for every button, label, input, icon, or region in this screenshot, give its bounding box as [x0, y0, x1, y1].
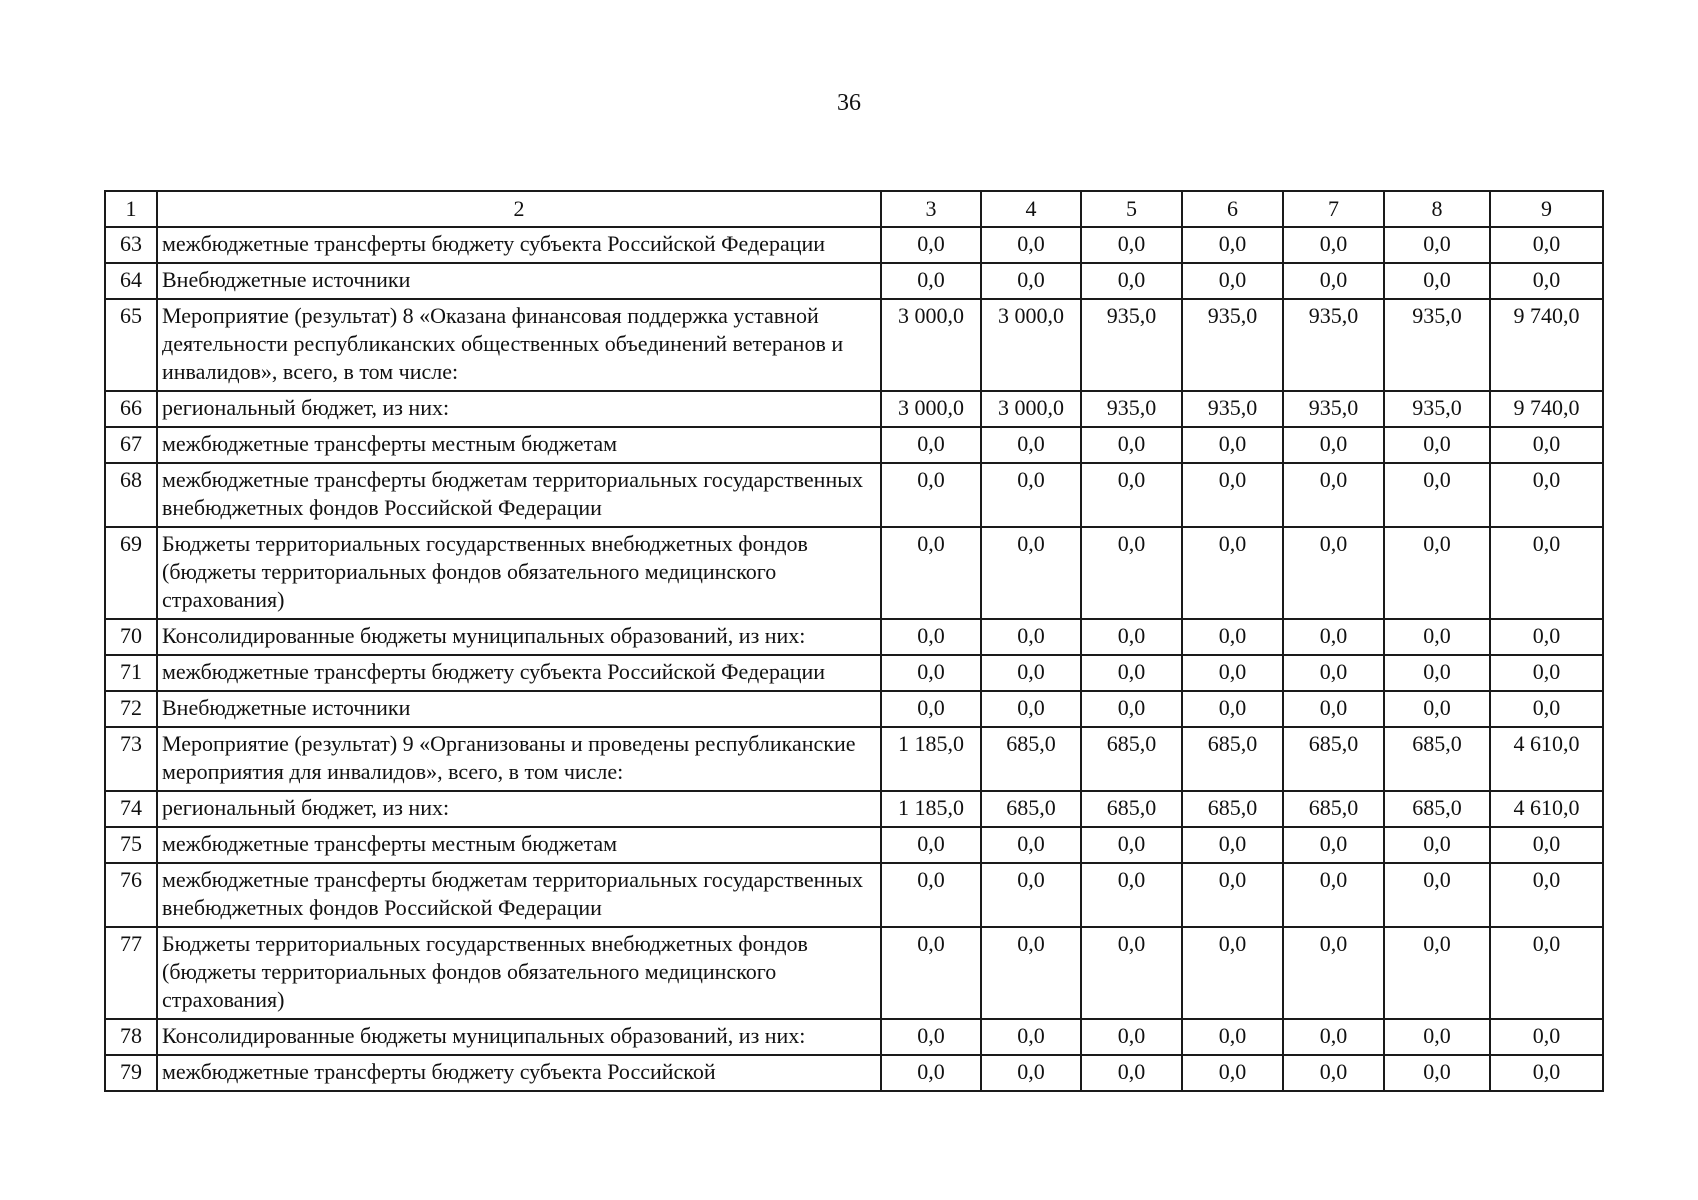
value-cell-col-3: 3 000,0 — [881, 299, 981, 391]
row-name: межбюджетные трансферты бюджету субъекта Российской Федерации — [157, 655, 881, 691]
value-cell-col-7: 685,0 — [1283, 727, 1384, 791]
value-cell-col-9: 0,0 — [1490, 1019, 1603, 1055]
row-name: Консолидированные бюджеты муниципальных образований, из них: — [157, 1019, 881, 1055]
value-cell-col-5: 0,0 — [1081, 427, 1182, 463]
row-name: межбюджетные трансферты бюджету субъекта Российской Федерации — [157, 227, 881, 263]
value-cell-col-8: 0,0 — [1384, 263, 1490, 299]
value-cell-col-8: 0,0 — [1384, 691, 1490, 727]
value-cell-col-6: 0,0 — [1182, 227, 1283, 263]
column-header-8: 8 — [1384, 191, 1490, 227]
value-cell-col-8: 935,0 — [1384, 391, 1490, 427]
value-cell-col-9: 0,0 — [1490, 619, 1603, 655]
column-header-7: 7 — [1283, 191, 1384, 227]
value-cell-col-6: 0,0 — [1182, 463, 1283, 527]
value-cell-col-4: 0,0 — [981, 655, 1081, 691]
value-cell-col-5: 0,0 — [1081, 1055, 1182, 1091]
value-cell-col-8: 0,0 — [1384, 463, 1490, 527]
value-cell-col-5: 0,0 — [1081, 691, 1182, 727]
value-cell-col-3: 0,0 — [881, 655, 981, 691]
table-row — [105, 691, 1603, 727]
row-number: 76 — [105, 863, 157, 927]
value-cell-col-4: 0,0 — [981, 1019, 1081, 1055]
row-number: 70 — [105, 619, 157, 655]
value-cell-col-7: 0,0 — [1283, 527, 1384, 619]
value-cell-col-7: 0,0 — [1283, 1055, 1384, 1091]
value-cell-col-3: 0,0 — [881, 227, 981, 263]
value-cell-col-5: 0,0 — [1081, 827, 1182, 863]
value-cell-col-3: 0,0 — [881, 691, 981, 727]
table-row — [105, 791, 1603, 827]
value-cell-col-6: 0,0 — [1182, 655, 1283, 691]
value-cell-col-7: 0,0 — [1283, 1019, 1384, 1055]
table-row — [105, 655, 1603, 691]
value-cell-col-3: 0,0 — [881, 463, 981, 527]
value-cell-col-6: 0,0 — [1182, 863, 1283, 927]
table-row — [105, 527, 1603, 619]
value-cell-col-6: 0,0 — [1182, 927, 1283, 1019]
value-cell-col-8: 0,0 — [1384, 527, 1490, 619]
row-name: Мероприятие (результат) 8 «Оказана финансовая поддержка уставной деятельности республиканских общественных объединений ветеранов и инвалидов», всего, в том числе: — [157, 299, 881, 391]
value-cell-col-9: 0,0 — [1490, 463, 1603, 527]
value-cell-col-3: 0,0 — [881, 527, 981, 619]
value-cell-col-8: 935,0 — [1384, 299, 1490, 391]
value-cell-col-3: 0,0 — [881, 619, 981, 655]
value-cell-col-8: 0,0 — [1384, 427, 1490, 463]
value-cell-col-5: 935,0 — [1081, 299, 1182, 391]
value-cell-col-5: 935,0 — [1081, 391, 1182, 427]
row-number: 77 — [105, 927, 157, 1019]
value-cell-col-6: 0,0 — [1182, 527, 1283, 619]
row-number: 73 — [105, 727, 157, 791]
table-row — [105, 299, 1603, 391]
value-cell-col-8: 0,0 — [1384, 227, 1490, 263]
value-cell-col-5: 0,0 — [1081, 463, 1182, 527]
column-header-9: 9 — [1490, 191, 1603, 227]
table-row — [105, 263, 1603, 299]
value-cell-col-9: 0,0 — [1490, 927, 1603, 1019]
value-cell-col-8: 685,0 — [1384, 727, 1490, 791]
value-cell-col-7: 685,0 — [1283, 791, 1384, 827]
value-cell-col-5: 0,0 — [1081, 263, 1182, 299]
value-cell-col-4: 0,0 — [981, 463, 1081, 527]
value-cell-col-8: 0,0 — [1384, 863, 1490, 927]
value-cell-col-9: 0,0 — [1490, 227, 1603, 263]
value-cell-col-8: 0,0 — [1384, 827, 1490, 863]
row-name: межбюджетные трансферты бюджету субъекта Российской — [157, 1055, 881, 1091]
value-cell-col-3: 1 185,0 — [881, 791, 981, 827]
value-cell-col-8: 0,0 — [1384, 619, 1490, 655]
table-body — [105, 227, 1603, 1091]
value-cell-col-4: 0,0 — [981, 691, 1081, 727]
value-cell-col-9: 0,0 — [1490, 1055, 1603, 1091]
value-cell-col-4: 0,0 — [981, 1055, 1081, 1091]
value-cell-col-3: 0,0 — [881, 827, 981, 863]
value-cell-col-9: 0,0 — [1490, 691, 1603, 727]
value-cell-col-9: 4 610,0 — [1490, 791, 1603, 827]
column-header-3: 3 — [881, 191, 981, 227]
value-cell-col-4: 0,0 — [981, 227, 1081, 263]
value-cell-col-8: 0,0 — [1384, 927, 1490, 1019]
value-cell-col-7: 935,0 — [1283, 391, 1384, 427]
value-cell-col-4: 0,0 — [981, 427, 1081, 463]
value-cell-col-9: 4 610,0 — [1490, 727, 1603, 791]
value-cell-col-9: 0,0 — [1490, 863, 1603, 927]
value-cell-col-5: 0,0 — [1081, 863, 1182, 927]
value-cell-col-4: 0,0 — [981, 263, 1081, 299]
value-cell-col-9: 0,0 — [1490, 527, 1603, 619]
value-cell-col-7: 0,0 — [1283, 927, 1384, 1019]
value-cell-col-6: 0,0 — [1182, 427, 1283, 463]
value-cell-col-5: 0,0 — [1081, 927, 1182, 1019]
row-number: 67 — [105, 427, 157, 463]
value-cell-col-5: 0,0 — [1081, 1019, 1182, 1055]
value-cell-col-9: 0,0 — [1490, 827, 1603, 863]
row-number: 79 — [105, 1055, 157, 1091]
row-name: Мероприятие (результат) 9 «Организованы и проведены республиканские мероприятия для инвалидов», всего, в том числе: — [157, 727, 881, 791]
value-cell-col-6: 685,0 — [1182, 727, 1283, 791]
value-cell-col-7: 0,0 — [1283, 655, 1384, 691]
table-row — [105, 863, 1603, 927]
table-row — [105, 1019, 1603, 1055]
value-cell-col-6: 0,0 — [1182, 263, 1283, 299]
value-cell-col-6: 0,0 — [1182, 1055, 1283, 1091]
row-number: 74 — [105, 791, 157, 827]
row-number: 69 — [105, 527, 157, 619]
value-cell-col-3: 0,0 — [881, 263, 981, 299]
column-header-4: 4 — [981, 191, 1081, 227]
row-number: 78 — [105, 1019, 157, 1055]
value-cell-col-9: 9 740,0 — [1490, 299, 1603, 391]
row-name: межбюджетные трансферты местным бюджетам — [157, 827, 881, 863]
row-name: межбюджетные трансферты местным бюджетам — [157, 427, 881, 463]
table-row — [105, 391, 1603, 427]
row-number: 66 — [105, 391, 157, 427]
value-cell-col-7: 0,0 — [1283, 691, 1384, 727]
value-cell-col-3: 3 000,0 — [881, 391, 981, 427]
header-row — [105, 191, 1603, 227]
value-cell-col-3: 0,0 — [881, 1055, 981, 1091]
value-cell-col-5: 685,0 — [1081, 727, 1182, 791]
value-cell-col-6: 0,0 — [1182, 1019, 1283, 1055]
value-cell-col-8: 685,0 — [1384, 791, 1490, 827]
value-cell-col-4: 0,0 — [981, 827, 1081, 863]
table-row — [105, 619, 1603, 655]
value-cell-col-7: 0,0 — [1283, 263, 1384, 299]
value-cell-col-5: 0,0 — [1081, 227, 1182, 263]
value-cell-col-9: 9 740,0 — [1490, 391, 1603, 427]
value-cell-col-6: 0,0 — [1182, 691, 1283, 727]
table-row — [105, 227, 1603, 263]
value-cell-col-3: 0,0 — [881, 863, 981, 927]
row-name: Внебюджетные источники — [157, 691, 881, 727]
row-name: Бюджеты территориальных государственных внебюджетных фондов (бюджеты территориальных фондов обязательного медицинского страхования) — [157, 527, 881, 619]
value-cell-col-5: 0,0 — [1081, 619, 1182, 655]
table-row — [105, 727, 1603, 791]
value-cell-col-6: 685,0 — [1182, 791, 1283, 827]
row-number: 75 — [105, 827, 157, 863]
value-cell-col-5: 0,0 — [1081, 527, 1182, 619]
row-number: 63 — [105, 227, 157, 263]
row-number: 68 — [105, 463, 157, 527]
value-cell-col-7: 0,0 — [1283, 463, 1384, 527]
value-cell-col-9: 0,0 — [1490, 263, 1603, 299]
value-cell-col-4: 3 000,0 — [981, 391, 1081, 427]
column-header-6: 6 — [1182, 191, 1283, 227]
value-cell-col-6: 0,0 — [1182, 619, 1283, 655]
value-cell-col-4: 0,0 — [981, 527, 1081, 619]
value-cell-col-6: 0,0 — [1182, 827, 1283, 863]
value-cell-col-4: 0,0 — [981, 863, 1081, 927]
table-row — [105, 827, 1603, 863]
value-cell-col-3: 1 185,0 — [881, 727, 981, 791]
table-row — [105, 427, 1603, 463]
value-cell-col-8: 0,0 — [1384, 1055, 1490, 1091]
row-name: Бюджеты территориальных государственных внебюджетных фондов (бюджеты территориальных фондов обязательного медицинского страхования) — [157, 927, 881, 1019]
value-cell-col-7: 935,0 — [1283, 299, 1384, 391]
value-cell-col-7: 0,0 — [1283, 227, 1384, 263]
row-name: региональный бюджет, из них: — [157, 391, 881, 427]
table-header — [105, 191, 1603, 227]
value-cell-col-7: 0,0 — [1283, 427, 1384, 463]
value-cell-col-3: 0,0 — [881, 1019, 981, 1055]
value-cell-col-4: 685,0 — [981, 727, 1081, 791]
row-number: 72 — [105, 691, 157, 727]
value-cell-col-8: 0,0 — [1384, 655, 1490, 691]
value-cell-col-7: 0,0 — [1283, 619, 1384, 655]
value-cell-col-4: 0,0 — [981, 927, 1081, 1019]
table-row — [105, 927, 1603, 1019]
budget-table — [104, 190, 1604, 1092]
row-name: Внебюджетные источники — [157, 263, 881, 299]
value-cell-col-4: 685,0 — [981, 791, 1081, 827]
value-cell-col-9: 0,0 — [1490, 427, 1603, 463]
value-cell-col-3: 0,0 — [881, 927, 981, 1019]
row-name: региональный бюджет, из них: — [157, 791, 881, 827]
row-number: 65 — [105, 299, 157, 391]
column-header-1: 1 — [105, 191, 157, 227]
value-cell-col-6: 935,0 — [1182, 299, 1283, 391]
table-row — [105, 1055, 1603, 1091]
value-cell-col-7: 0,0 — [1283, 827, 1384, 863]
value-cell-col-6: 935,0 — [1182, 391, 1283, 427]
column-header-5: 5 — [1081, 191, 1182, 227]
column-header-2: 2 — [157, 191, 881, 227]
value-cell-col-8: 0,0 — [1384, 1019, 1490, 1055]
table-row — [105, 463, 1603, 527]
row-number: 64 — [105, 263, 157, 299]
value-cell-col-4: 0,0 — [981, 619, 1081, 655]
value-cell-col-9: 0,0 — [1490, 655, 1603, 691]
row-number: 71 — [105, 655, 157, 691]
value-cell-col-7: 0,0 — [1283, 863, 1384, 927]
value-cell-col-5: 0,0 — [1081, 655, 1182, 691]
value-cell-col-5: 685,0 — [1081, 791, 1182, 827]
value-cell-col-4: 3 000,0 — [981, 299, 1081, 391]
row-name: межбюджетные трансферты бюджетам территориальных государственных внебюджетных фондов Российской Федерации — [157, 863, 881, 927]
value-cell-col-3: 0,0 — [881, 427, 981, 463]
row-name: межбюджетные трансферты бюджетам территориальных государственных внебюджетных фондов Российской Федерации — [157, 463, 881, 527]
row-name: Консолидированные бюджеты муниципальных образований, из них: — [157, 619, 881, 655]
page-number: 36 — [837, 90, 861, 116]
